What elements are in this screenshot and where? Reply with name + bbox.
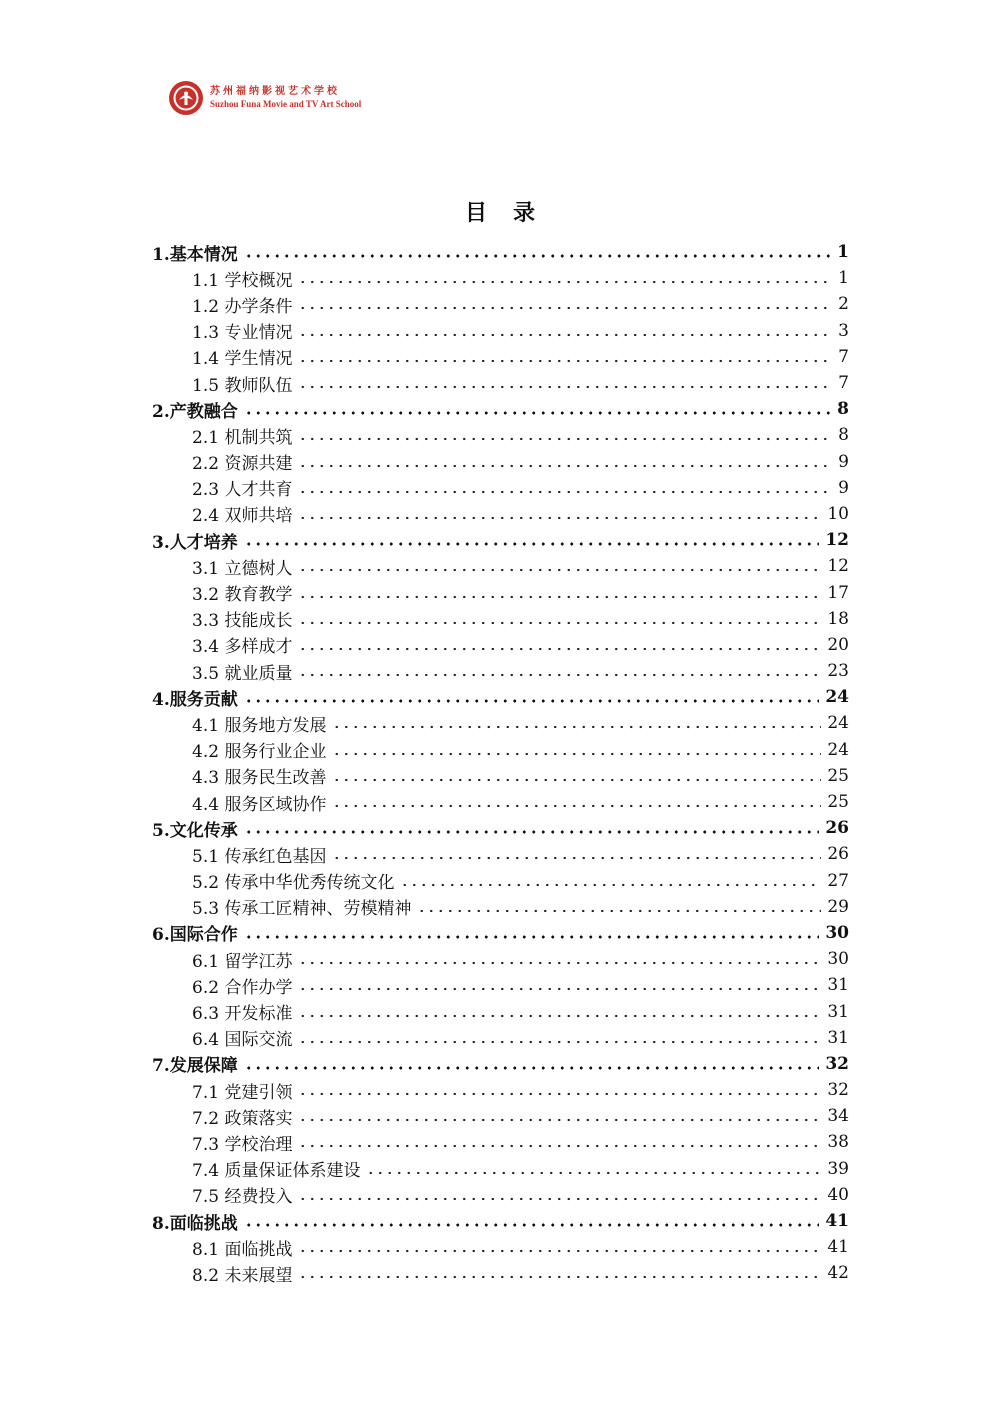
toc-dot-leader — [244, 1066, 820, 1070]
toc-dot-leader — [366, 1171, 821, 1175]
toc-entry-page-number: 40 — [827, 1184, 849, 1205]
toc-subsection-entry[interactable] — [152, 1234, 849, 1260]
toc-entry-label: 7.发展保障 — [152, 1056, 238, 1077]
toc-dot-leader — [298, 359, 832, 363]
toc-dot-leader — [244, 411, 831, 415]
toc-subsection-entry[interactable] — [152, 1260, 849, 1286]
school-name-en: Suzhou Funa Movie and TV Art School — [210, 99, 362, 109]
toc-entry-page-number: 26 — [825, 818, 849, 839]
toc-entry-label: 1.2 办学条件 — [192, 296, 293, 317]
toc-subsection-entry[interactable] — [152, 632, 849, 658]
toc-entry-label: 4.1 服务地方发展 — [192, 715, 327, 736]
toc-subsection-entry[interactable] — [152, 894, 849, 920]
toc-subsection-entry[interactable] — [152, 579, 849, 605]
toc-entry-label: 4.3 服务民生改善 — [192, 768, 327, 789]
toc-entry-label: 8.1 面临挑战 — [192, 1239, 293, 1260]
toc-entry-label: 7.4 质量保证体系建设 — [192, 1161, 361, 1182]
toc-dot-leader — [298, 1118, 821, 1122]
toc-entry-page-number: 25 — [827, 792, 849, 813]
toc-entry-label: 5.文化传承 — [152, 820, 238, 841]
toc-dot-leader — [244, 935, 820, 939]
toc-dot-leader — [332, 856, 821, 860]
toc-subsection-entry[interactable] — [152, 344, 849, 370]
toc-entry-page-number: 12 — [825, 530, 849, 551]
toc-dot-leader — [298, 516, 821, 520]
toc-subsection-entry[interactable] — [152, 763, 849, 789]
toc-entry-page-number: 23 — [827, 661, 849, 682]
toc-subsection-entry[interactable] — [152, 475, 849, 501]
toc-entry-label: 2.3 人才共育 — [192, 480, 293, 501]
toc-entry-page-number: 34 — [827, 1106, 849, 1127]
toc-dot-leader — [298, 621, 821, 625]
toc-entry-page-number: 31 — [827, 1027, 849, 1048]
toc-subsection-entry[interactable] — [152, 291, 849, 317]
toc-dot-leader — [244, 830, 820, 834]
toc-entry-label: 1.4 学生情况 — [192, 349, 293, 370]
toc-dot-leader — [298, 1092, 821, 1096]
school-name — [210, 87, 361, 109]
toc-entry-page-number: 17 — [827, 582, 849, 603]
toc-subsection-entry[interactable] — [152, 789, 849, 815]
toc-section-entry[interactable] — [152, 1051, 849, 1077]
toc-section-entry[interactable] — [152, 239, 849, 265]
toc-entry-page-number: 1 — [838, 268, 849, 289]
toc-entry-page-number: 24 — [827, 713, 849, 734]
toc-subsection-entry[interactable] — [152, 501, 849, 527]
toc-entry-label: 3.4 多样成才 — [192, 637, 293, 658]
toc-dot-leader — [332, 752, 821, 756]
toc-entry-label: 3.人才培养 — [152, 532, 238, 553]
toc-entry-label: 6.2 合作办学 — [192, 977, 293, 998]
toc-dot-leader — [298, 595, 821, 599]
toc-entry-page-number: 31 — [827, 1001, 849, 1022]
toc-entry-page-number: 32 — [827, 1080, 849, 1101]
toc-subsection-entry[interactable] — [152, 710, 849, 736]
toc-entry-label: 8.面临挑战 — [152, 1213, 238, 1234]
toc-entry-page-number: 7 — [838, 346, 849, 367]
toc-dot-leader — [244, 1223, 820, 1227]
toc-dot-leader — [298, 464, 832, 468]
toc-entry-page-number: 25 — [827, 765, 849, 786]
toc-dot-leader — [298, 490, 832, 494]
toc-dot-leader — [298, 987, 821, 991]
toc-entry-label: 7.1 党建引领 — [192, 1082, 293, 1103]
toc-dot-leader — [332, 804, 821, 808]
toc-subsection-entry[interactable] — [152, 606, 849, 632]
toc-entry-label: 7.3 学校治理 — [192, 1134, 293, 1155]
toc-entry-page-number: 3 — [838, 320, 849, 341]
toc-dot-leader — [298, 647, 821, 651]
toc-entry-page-number: 1 — [837, 242, 849, 263]
toc-subsection-entry[interactable] — [152, 370, 849, 396]
page-title: 目录 — [464, 201, 561, 226]
toc-subsection-entry[interactable] — [152, 998, 849, 1024]
toc-entry-label: 4.4 服务区域协作 — [192, 794, 327, 815]
toc-dot-leader — [298, 961, 821, 965]
page-header — [168, 80, 361, 116]
toc-entry-page-number: 38 — [827, 1132, 849, 1153]
toc-entry-page-number: 8 — [838, 425, 849, 446]
toc-dot-leader — [298, 1197, 821, 1201]
toc-subsection-entry[interactable] — [152, 658, 849, 684]
toc-entry-page-number: 2 — [838, 294, 849, 315]
toc-entry-label: 1.5 教师队伍 — [192, 375, 293, 396]
toc-entry-page-number: 8 — [837, 399, 849, 420]
toc-entry-label: 2.2 资源共建 — [192, 454, 293, 475]
toc-entry-page-number: 41 — [825, 1211, 849, 1232]
toc-entry-label: 4.服务贡献 — [152, 689, 238, 710]
toc-dot-leader — [332, 725, 821, 729]
toc-entry-label: 3.3 技能成长 — [192, 611, 293, 632]
toc-dot-leader — [298, 1144, 821, 1148]
toc-entry-page-number: 12 — [827, 556, 849, 577]
toc-entry-page-number: 18 — [827, 608, 849, 629]
toc-subsection-entry[interactable] — [152, 737, 849, 763]
toc-subsection-entry[interactable] — [152, 1103, 849, 1129]
toc-entry-label: 3.1 立德树人 — [192, 558, 293, 579]
toc-dot-leader — [400, 883, 821, 887]
toc-entry-page-number: 31 — [827, 975, 849, 996]
toc-subsection-entry[interactable] — [152, 972, 849, 998]
toc-entry-label: 6.国际合作 — [152, 925, 238, 946]
toc-entry-page-number: 10 — [827, 503, 849, 524]
toc-entry-label: 2.产教融合 — [152, 401, 238, 422]
toc-dot-leader — [244, 699, 820, 703]
toc-dot-leader — [298, 568, 821, 572]
toc-dot-leader — [417, 909, 821, 913]
toc-entry-label: 3.5 就业质量 — [192, 663, 293, 684]
toc-dot-leader — [332, 778, 821, 782]
toc-entry-page-number: 9 — [838, 477, 849, 498]
toc-dot-leader — [244, 542, 820, 546]
toc-dot-leader — [298, 1249, 821, 1253]
toc-entry-page-number: 30 — [827, 949, 849, 970]
toc-entry-label: 8.2 未来展望 — [192, 1265, 293, 1286]
toc-entry-label: 4.2 服务行业企业 — [192, 742, 327, 763]
toc-subsection-entry[interactable] — [152, 1129, 849, 1155]
toc-subsection-entry[interactable] — [152, 1156, 849, 1182]
toc-entry-page-number: 42 — [827, 1263, 849, 1284]
toc-section-entry[interactable] — [152, 684, 849, 710]
toc-section-entry[interactable] — [152, 396, 849, 422]
toc-dot-leader — [244, 254, 831, 258]
toc-dot-leader — [298, 1014, 821, 1018]
toc-dot-leader — [298, 1275, 821, 1279]
toc-entry-page-number: 24 — [825, 687, 849, 708]
toc-subsection-entry[interactable] — [152, 422, 849, 448]
toc-dot-leader — [298, 673, 821, 677]
toc-entry-page-number: 32 — [825, 1053, 849, 1074]
toc-subsection-entry[interactable] — [152, 841, 849, 867]
toc-entry-label: 1.1 学校概况 — [192, 270, 293, 291]
toc-entry-label: 2.4 双师共培 — [192, 506, 293, 527]
toc-dot-leader — [298, 306, 832, 310]
toc-entry-page-number: 29 — [827, 896, 849, 917]
school-emblem-icon — [168, 80, 204, 116]
school-name-cn: 苏州福纳影视艺术学校 — [210, 86, 340, 97]
toc-entry-label: 6.3 开发标准 — [192, 1004, 293, 1025]
toc-subsection-entry[interactable] — [152, 449, 849, 475]
toc-entry-page-number: 20 — [827, 634, 849, 655]
toc-subsection-entry[interactable] — [152, 868, 849, 894]
toc-subsection-entry[interactable] — [152, 318, 849, 344]
toc-section-entry[interactable] — [152, 920, 849, 946]
toc-entry-label: 5.2 传承中华优秀传统文化 — [192, 873, 395, 894]
toc-entry-page-number: 41 — [827, 1237, 849, 1258]
toc-section-entry[interactable] — [152, 815, 849, 841]
toc-entry-label: 1.基本情况 — [152, 244, 238, 265]
toc-entry-label: 7.2 政策落实 — [192, 1108, 293, 1129]
toc-entry-label: 5.3 传承工匠精神、劳模精神 — [192, 899, 412, 920]
toc-subsection-entry[interactable] — [152, 553, 849, 579]
toc-entry-page-number: 26 — [827, 844, 849, 865]
toc-entry-page-number: 30 — [825, 922, 849, 943]
toc-entry-label: 7.5 经费投入 — [192, 1187, 293, 1208]
toc-subsection-entry[interactable] — [152, 946, 849, 972]
toc-dot-leader — [298, 437, 832, 441]
toc-entry-label: 3.2 教育教学 — [192, 585, 293, 606]
toc-subsection-entry[interactable] — [152, 1025, 849, 1051]
toc-subsection-entry[interactable] — [152, 265, 849, 291]
toc-dot-leader — [298, 385, 832, 389]
toc-entry-page-number: 9 — [838, 451, 849, 472]
table-of-contents — [152, 239, 849, 1287]
toc-section-entry[interactable] — [152, 1208, 849, 1234]
toc-section-entry[interactable] — [152, 527, 849, 553]
toc-subsection-entry[interactable] — [152, 1077, 849, 1103]
toc-entry-label: 2.1 机制共筑 — [192, 427, 293, 448]
toc-entry-label: 6.4 国际交流 — [192, 1030, 293, 1051]
toc-entry-page-number: 7 — [838, 373, 849, 394]
toc-entry-page-number: 39 — [827, 1158, 849, 1179]
toc-entry-page-number: 24 — [827, 739, 849, 760]
toc-dot-leader — [298, 280, 832, 284]
toc-entry-label: 5.1 传承红色基因 — [192, 846, 327, 867]
toc-dot-leader — [298, 1040, 821, 1044]
toc-entry-label: 6.1 留学江苏 — [192, 951, 293, 972]
toc-subsection-entry[interactable] — [152, 1182, 849, 1208]
toc-entry-label: 1.3 专业情况 — [192, 323, 293, 344]
toc-dot-leader — [298, 333, 832, 337]
toc-entry-page-number: 27 — [827, 870, 849, 891]
